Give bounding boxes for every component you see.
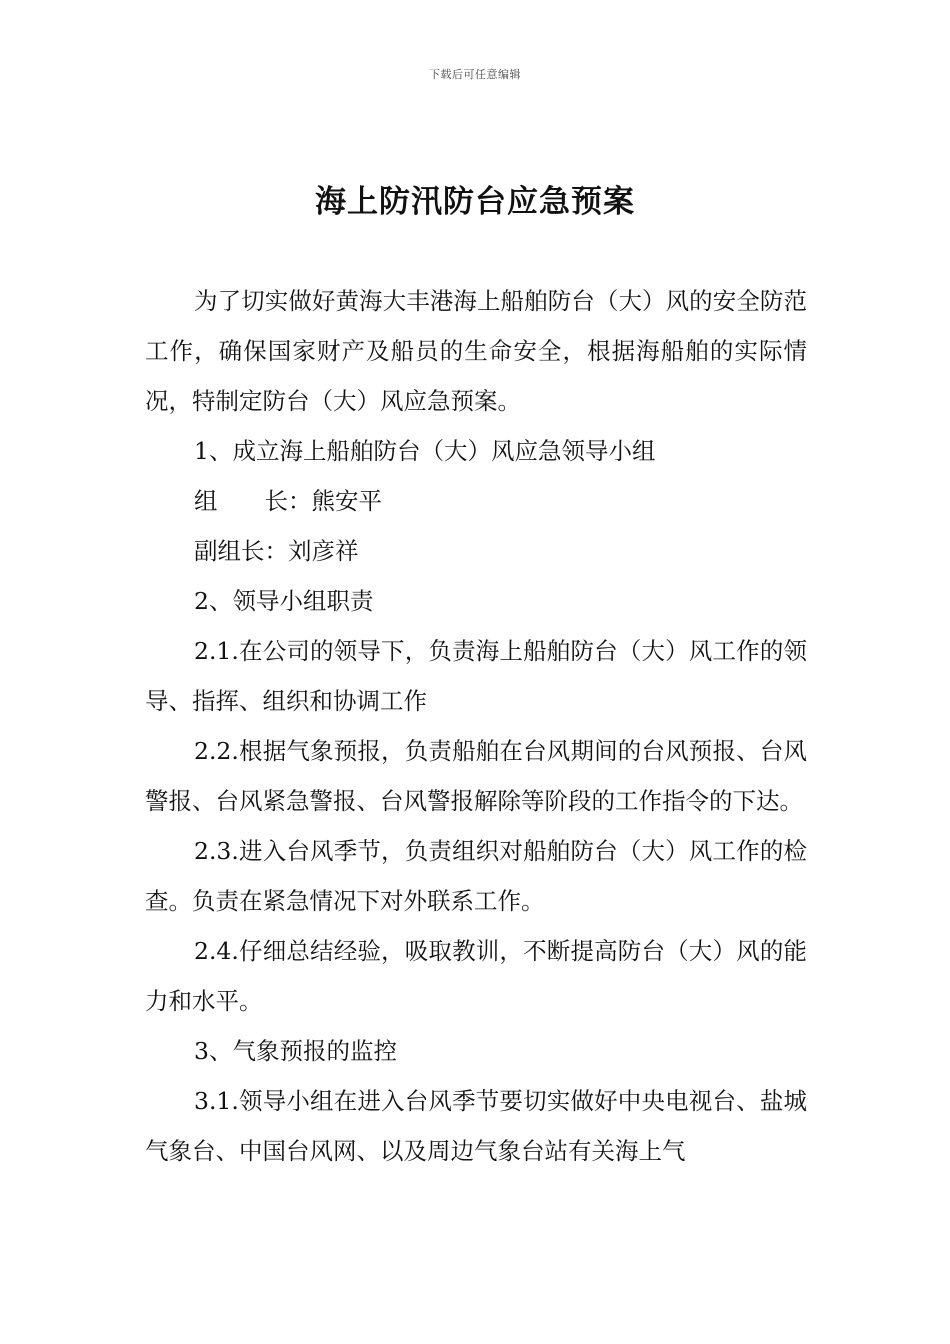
header-note: 下载后可任意编辑 [429, 68, 521, 81]
clause-2-1: 2.1.在公司的领导下，负责海上船舶防台（大）风工作的领导、指挥、组织和协调工作 [145, 637, 807, 715]
section-2-heading: 2、领导小组职责 [194, 587, 374, 615]
clause-2-3: 2.3.进入台风季节，负责组织对船舶防台（大）风工作的检查。负责在紧急情况下对外联系工作。 [145, 837, 807, 915]
document-title: 海上防汛防台应急预案 [315, 184, 635, 220]
clause-2-4: 2.4.仔细总结经验，吸取教训，不断提高防台（大）风的能力和水平。 [145, 937, 807, 1015]
group-leader-line: 组 长：熊安平 [194, 487, 382, 515]
intro-paragraph: 为了切实做好黄海大丰港海上船舶防台（大）风的安全防范工作，确保国家财产及船员的生命安全，根据海船舶的实际情况，特制定防台（大）风应急预案。 [145, 287, 807, 415]
clause-2-2: 2.2.根据气象预报，负责船舶在台风期间的台风预报、台风警报、台风紧急警报、台风警报解除等阶段的工作指令的下达。 [145, 737, 807, 815]
clause-3-1: 3.1.领导小组在进入台风季节要切实做好中央电视台、盐城气象台、中国台风网、以及周边气象台站有关海上气 [145, 1087, 807, 1165]
section-1-heading: 1、成立海上船舶防台（大）风应急领导小组 [194, 437, 656, 465]
deputy-leader-line: 副组长：刘彦祥 [194, 537, 359, 565]
document-body [145, 276, 807, 1176]
section-3-heading: 3、气象预报的监控 [194, 1037, 397, 1065]
